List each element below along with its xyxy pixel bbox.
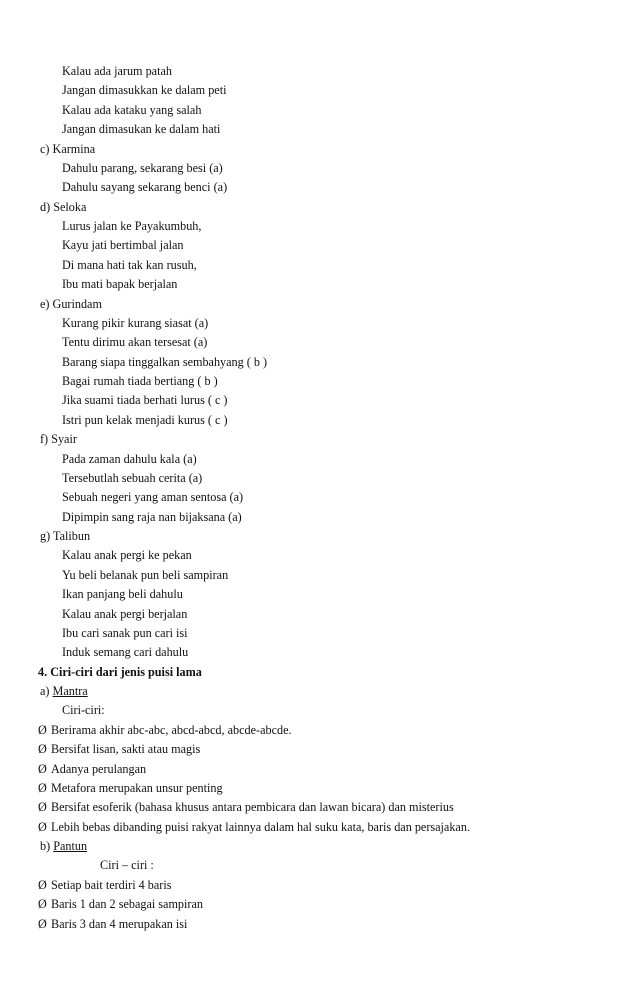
poem-line: Barang siapa tinggalkan sembahyang ( b ) — [62, 354, 268, 369]
bullet-icon: Ø — [38, 800, 47, 815]
poem-line: Ibu cari sanak pun cari isi — [62, 625, 188, 640]
bullet-item — [0, 779, 638, 798]
poem-line: Dahulu parang, sekarang besi (a) — [62, 160, 223, 175]
poem-line: Dipimpin sang raja nan bijaksana (a) — [62, 509, 242, 524]
bullet-text: Adanya perulangan — [51, 761, 147, 776]
poem-line: Ibu mati bapak berjalan — [62, 277, 178, 292]
mantra-sub-heading: Ciri-ciri: — [62, 703, 105, 718]
poem-line: Kalau anak pergi ke pekan — [62, 548, 192, 563]
bullet-text: Setiap bait terdiri 4 baris — [51, 877, 172, 892]
pantun-sub-heading: Ciri – ciri : — [100, 858, 154, 873]
mantra-prefix: a) — [40, 684, 53, 698]
mantra-characteristics-list — [0, 721, 638, 837]
poem-line: Istri pun kelak menjadi kurus ( c ) — [62, 412, 228, 427]
bullet-text: Bersifat lisan, sakti atau magis — [51, 742, 201, 757]
bullet-item — [0, 760, 638, 779]
document-page — [0, 62, 638, 934]
poem-line: Kalau ada kataku yang salah — [62, 102, 202, 117]
bullet-item — [0, 818, 638, 837]
bullet-item — [0, 740, 638, 759]
pantun-heading — [0, 837, 638, 856]
poem-line: Yu beli belanak pun beli sampiran — [62, 567, 229, 582]
poem-line: Kurang pikir kurang siasat (a) — [62, 315, 209, 330]
poem-line: Kayu jati bertimbal jalan — [62, 238, 184, 253]
poem-line: Induk semang cari dahulu — [62, 645, 189, 660]
poem-line: Bagai rumah tiada bertiang ( b ) — [62, 374, 218, 388]
poem-line: Lurus jalan ke Payakumbuh, — [62, 219, 202, 233]
subsection-heading: c) Karmina — [40, 141, 96, 156]
poem-line: Di mana hati tak kan rusuh, — [62, 257, 197, 272]
poem-line: Jika suami tiada berhati lurus ( c ) — [62, 393, 228, 408]
mantra-heading — [0, 682, 638, 701]
pantun-title: Pantun — [53, 839, 88, 853]
subsection-heading: e) Gurindam — [40, 296, 102, 311]
poem-line: Dahulu sayang sekarang benci (a) — [62, 180, 228, 195]
section-heading: 4. Ciri-ciri dari jenis puisi lama — [38, 664, 202, 679]
poem-line: Sebuah negeri yang aman sentosa (a) — [62, 490, 244, 505]
poem-examples — [0, 62, 638, 663]
bullet-icon: Ø — [38, 877, 47, 892]
bullet-item — [0, 915, 638, 934]
bullet-icon: Ø — [38, 819, 47, 834]
bullet-icon: Ø — [38, 742, 47, 757]
mantra-title: Mantra — [52, 684, 88, 698]
pantun-prefix: b) — [40, 839, 54, 853]
subsection-heading: g) Talibun — [40, 529, 91, 543]
bullet-icon: Ø — [38, 722, 47, 737]
poem-line: Pada zaman dahulu kala (a) — [62, 451, 197, 466]
poem-line: Jangan dimasukkan ke dalam peti — [62, 83, 227, 98]
poem-line: Jangan dimasukan ke dalam hati — [62, 122, 221, 137]
bullet-text: Baris 1 dan 2 sebagai sampiran — [51, 897, 203, 912]
poem-line: Ikan panjang beli dahulu — [62, 587, 183, 602]
bullet-text: Metafora merupakan unsur penting — [51, 780, 223, 795]
bullet-icon: Ø — [38, 916, 47, 931]
bullet-icon: Ø — [38, 780, 47, 795]
subsection-heading: f) Syair — [40, 432, 77, 447]
subsection-heading: d) Seloka — [40, 199, 87, 214]
bullet-item — [0, 798, 638, 817]
poem-line: Kalau ada jarum patah — [62, 64, 172, 78]
pantun-characteristics-list — [0, 876, 638, 934]
bullet-text: Bersifat esoferik (bahasa khusus antara pembicara dan lawan bicara) dan misterius — [51, 800, 454, 815]
bullet-item — [0, 721, 638, 740]
bullet-text: Lebih bebas dibanding puisi rakyat lainnya dalam hal suku kata, baris dan persajakan. — [51, 819, 470, 834]
bullet-text: Baris 3 dan 4 merupakan isi — [51, 916, 188, 931]
bullet-icon: Ø — [38, 897, 47, 912]
poem-line: Tersebutlah sebuah cerita (a) — [62, 470, 203, 485]
bullet-item — [0, 876, 638, 895]
poem-line: Kalau anak pergi berjalan — [62, 606, 188, 621]
poem-line: Tentu dirimu akan tersesat (a) — [62, 335, 208, 350]
bullet-text: Berirama akhir abc-abc, abcd-abcd, abcde-abcde. — [51, 722, 292, 737]
bullet-icon: Ø — [38, 761, 47, 776]
bullet-item — [0, 895, 638, 914]
